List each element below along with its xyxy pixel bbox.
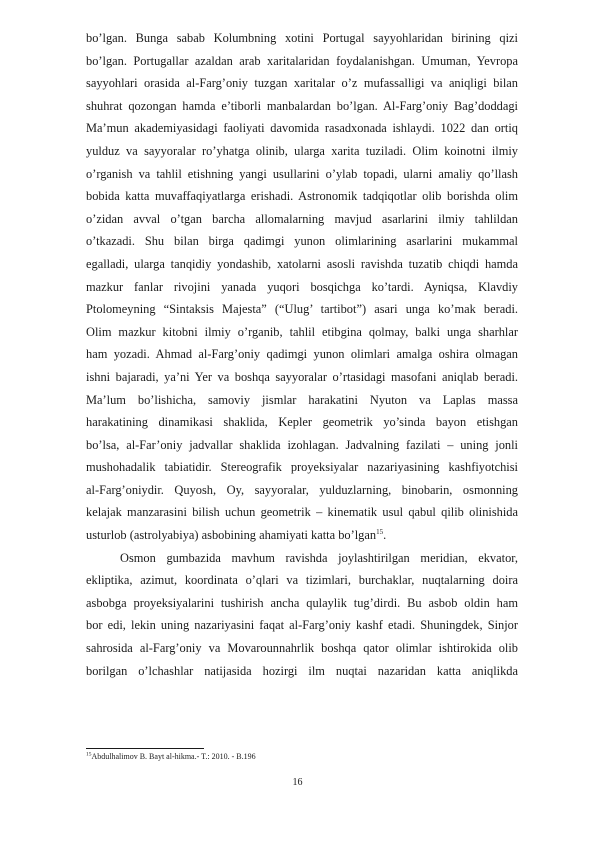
text-line: bor edi, lekin uning nazariyasini faqat al-Farg’oniy kashf etadi. Shuningdek, Sinjor [86,618,518,633]
text-line: mushohadalik tabiatidir. Stereografik proyeksiyalar nazariyasining kashfiyotchisi [86,460,518,475]
text-line: ham yozadi. Ahmad al-Farg’oniy qadimgi yunon olimlari amalga oshira olmagan [86,347,518,362]
page-number: 16 [292,777,303,788]
footnote-text: Abdulhalimov B. Bayt al-hikma.- T.: 2010. - B.196 [91,752,256,761]
text-line-with-footnote-ref [86,524,518,547]
text-line: kelajak manzarasini bilish uchun geometrik – kinematik usul qabul qilib olinishida [86,505,518,520]
main-text [86,27,518,682]
text-line: o’tkazadi. Shu bilan birga qadimgi yunon olimlarining asarlarini mukammal [86,234,518,249]
footnote-reference[interactable]: 15 [376,527,384,536]
text-line: bo’lgan. Portugallar azaldan arab xaritalaridan foydalanishgan. Umuman, Yevropa [86,53,518,68]
text-line: shuhrat qozongan hamda e’tiborli manbalardan bo’lgan. Al-Farg’oniy Bag’doddagi [86,98,518,113]
text-line: mazkur fanlar rivojini yanada yuqori bosqichga ko’tardi. Ayniqsa, Klavdiy [86,279,518,294]
text-line: o’zidan avval o’tgan barcha allomalarning mavjud asarlarini ilmiy tahlildan [86,211,518,226]
text-line: Olim mazkur kitobni ilmiy o’rganib, tahlil etibgina qolmay, balki unga sharhlar [86,324,518,339]
text-line: ekliptika, azimut, koordinata o’qlari va tizimlari, burchaklar, nuqtalarning doira [86,573,518,588]
text-line: Ptolomeyning “Sintaksis Majesta” (“Ulug’ tartibot”) asari unga ko’mak beradi. [86,302,518,317]
text-line: bo’lgan. Bunga sabab Kolumbning xotini Portugal sayyohlaridan birining qizi [86,31,518,45]
text-fragment: usturlob (astrolyabiya) asbobining ahamiyati katta bo’lgan [86,528,377,543]
footnote-marker: 15 [86,751,92,758]
text-line: asbobga proyeksiyalarini tushirish ancha qulaylik tug’dirdi. Bu asbob oldin ham [86,595,518,610]
text-line: egalladi, ularga tanqidiy yondashib, xatolarni asosli ravishda tuzatib chiqdi hamda [86,256,518,271]
footnote [86,752,256,762]
text-line: yulduz va sayyoralar ro’yhatga olinib, ularga xarita tuziladi. Olim koinotni ilmiy [86,143,518,158]
text-line: sahrosida al-Farg’oniy va Movarounnahrlik boshqa qator olimlar ishtirokida olib [86,641,518,656]
text-line: Ma’lum bo’lishicha, samoviy jismlar harakatini Nyuton va Laplas massa [86,392,518,407]
text-line: o’rganish va tahlil etishning yangi usullarini o’ylab topadi, ularni amaliy qo’llash [86,166,518,181]
text-line: harakatining dinamikasi shaklida, Kepler geometrik yo’sinda bayon etishgan [86,415,518,430]
text-line: Ma’mun akademiyasidagi faoliyati davomida rasadxonada ishlaydi. 1022 dan ortiq [86,121,518,136]
punctuation: . [383,528,387,543]
text-line: bo’lsa, al-Far’oniy jadvallar shaklida izohlagan. Jadvalning fazilati – uning jonli [86,437,518,452]
text-line: sayyohlari orasida al-Farg’oniy tuzgan xaritalar o’z mufassalligi va aniqligi bilan [86,76,518,91]
text-line: ishni bajaradi, ya’ni Yer va boshqa sayyoralar o’rtasidagi masofani aniqlab beradi. [86,369,518,384]
text-line: al-Farg’oniydir. Quyosh, Oy, sayyoralar, yulduzlarning, binobarin, osmonning [86,482,518,497]
paragraph-first-line: Osmon gumbazida mavhum ravishda joylashtirilgan meridian, ekvator, [120,550,518,565]
text-line: bobida katta muvaffaqiyatlarga erishadi. Astronomik tadqiqotlar olib borishda olim [86,189,518,204]
footnote-separator [86,748,204,749]
text-line: borilgan o’lchashlar natijasida hozirgi ilm nuqtai nazaridan katta aniqlikda [86,663,518,678]
